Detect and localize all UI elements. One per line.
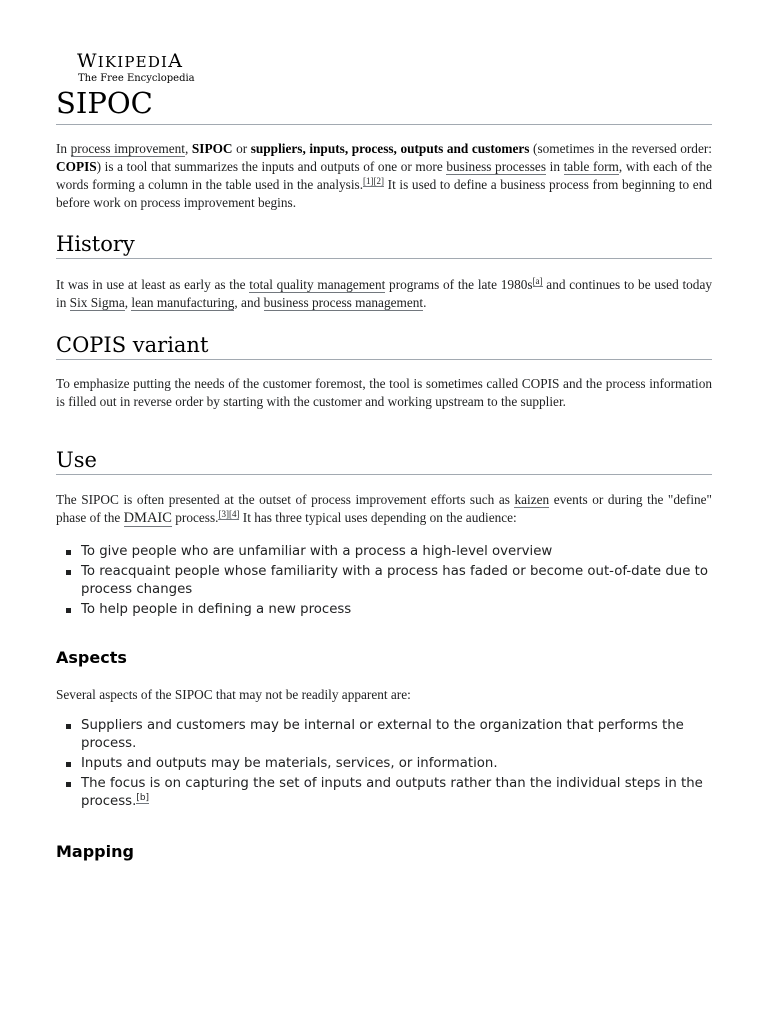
list-item: To give people who are unfamiliar with a process a high-level overview — [56, 543, 712, 561]
section-history-heading: History — [56, 230, 712, 259]
ref-1[interactable]: [1] — [363, 176, 374, 186]
section-copis-heading: COPIS variant — [56, 331, 712, 360]
ref-3[interactable]: [3] — [218, 509, 229, 519]
wikipedia-wordmark: WIKIPEDIA — [77, 50, 184, 72]
list-item: To reacquaint people whose familiarity with a process has faded or become out-of-date due to process changes — [56, 563, 712, 599]
intro-paragraph: In process improvement, SIPOC or suppliers, inputs, process, outputs and customers (sometimes in the reversed order: COPIS) is a tool that summarizes the inputs and outputs of one or more business processes in table form, with each of the words forming a column in the table used in the analysis.[1][2] It is used to define a business process from beginning to end before work on process improvement begins. — [56, 141, 713, 210]
section-mapping-heading: Mapping — [56, 842, 134, 861]
use-list — [56, 543, 712, 621]
link-total-quality-management[interactable]: total quality management — [249, 277, 386, 292]
note-a[interactable]: [a] — [532, 276, 543, 286]
list-item: Inputs and outputs may be materials, services, or information. — [56, 755, 712, 773]
link-lean-manufacturing[interactable]: lean manufacturing — [131, 295, 235, 310]
link-kaizen[interactable]: kaizen — [514, 492, 550, 507]
section-aspects-heading: Aspects — [56, 648, 127, 667]
aspects-list — [56, 717, 712, 813]
list-item: Suppliers and customers may be internal or external to the organization that performs the process. — [56, 717, 712, 753]
ref-4[interactable]: [4] — [228, 509, 240, 519]
list-item: The focus is on capturing the set of inputs and outputs rather than the individual steps in the process.[b] — [56, 775, 712, 811]
page-title: SIPOC — [56, 84, 712, 125]
link-dmaic[interactable]: DMAIC — [123, 510, 172, 526]
list-item: To help people in defining a new process — [56, 601, 712, 619]
link-six-sigma[interactable]: Six Sigma — [69, 295, 125, 310]
ref-2[interactable]: [2] — [373, 176, 385, 186]
use-paragraph: The SIPOC is often presented at the outset of process improvement efforts such as kaizen events or during the "define" phase of the DMAIC process.[3][4] It has three typical uses depending on the audience: — [56, 492, 712, 526]
link-table-form[interactable]: table form — [563, 159, 619, 174]
link-business-process-management[interactable]: business process management — [263, 295, 424, 310]
copis-paragraph: To emphasize putting the needs of the customer foremost, the tool is sometimes called COPIS and the process information is filled out in reverse order by starting with the customer and working upstream to the supplier. — [56, 376, 712, 409]
note-b[interactable]: [b] — [136, 793, 150, 803]
aspects-paragraph: Several aspects of the SIPOC that may not be readily apparent are: — [56, 687, 411, 702]
section-use-heading: Use — [56, 446, 712, 475]
history-paragraph: It was in use at least as early as the total quality management programs of the late 1980s[a] and continues to be used today in Six Sigma, lean manufacturing, and business process management. — [56, 276, 713, 310]
link-process-improvement[interactable]: process improvement — [70, 141, 185, 156]
wikipedia-logo[interactable] — [77, 50, 195, 85]
wikipedia-tagline: The Free Encyclopedia — [78, 73, 195, 84]
link-business-processes[interactable]: business processes — [446, 159, 547, 174]
